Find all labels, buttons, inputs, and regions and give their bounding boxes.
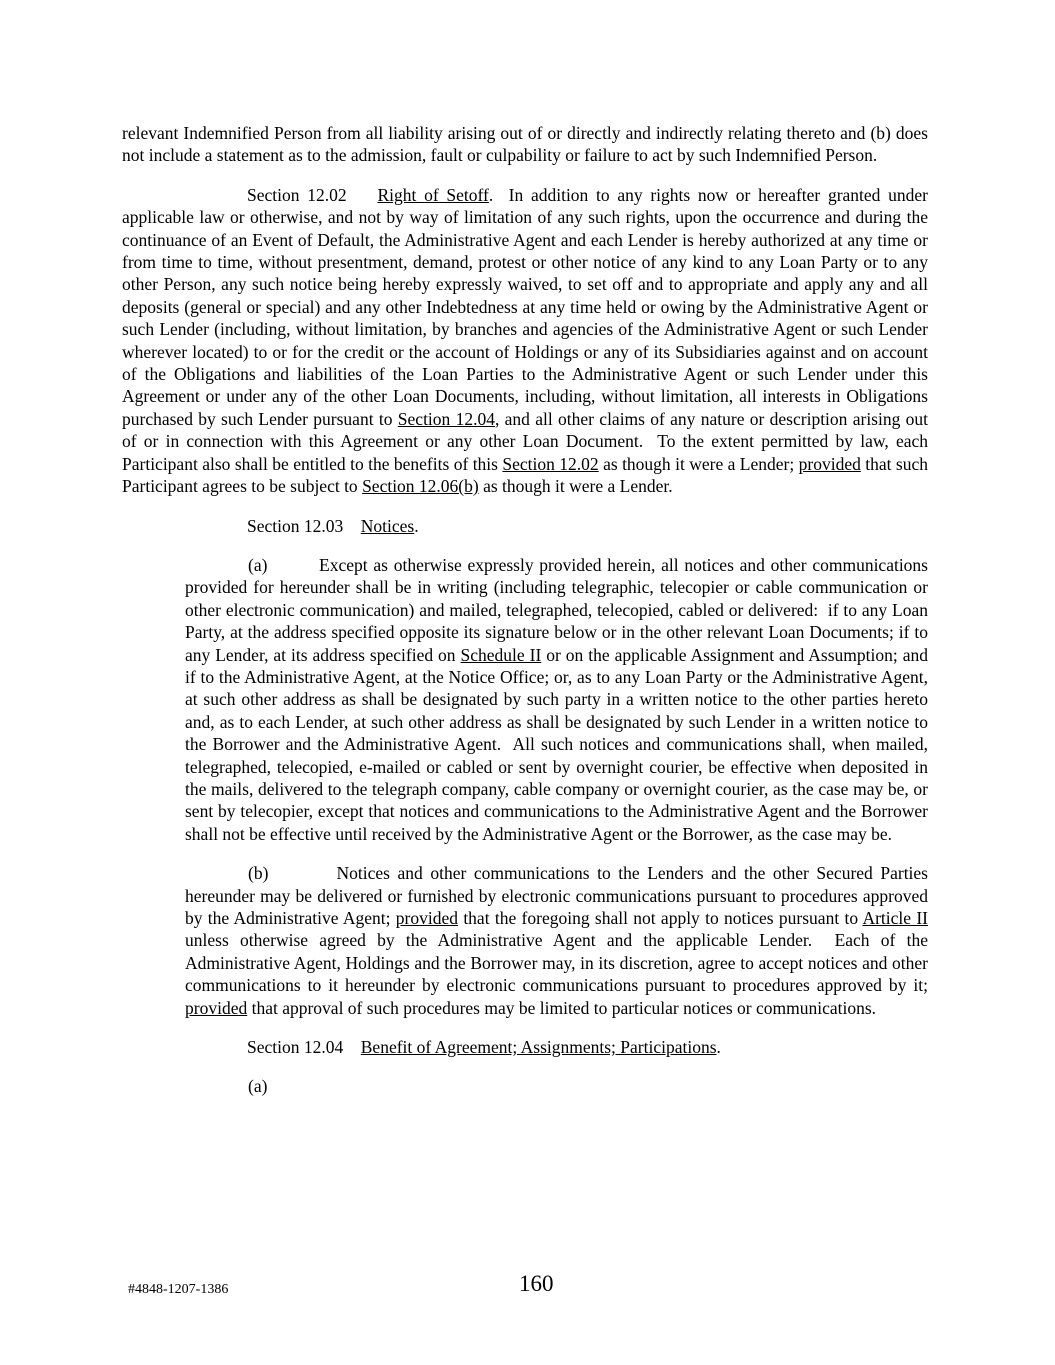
section-12-02-paragraph [122, 184, 928, 498]
underlined-text: Article II [862, 908, 929, 928]
text-run: . In addition to any rights now or hereafter granted under applicable law or otherwise, and not by way of limitation of any such rights, upon the occurrence and during the continuance of an Event of Default, the Administrative Agent and each Lender is hereby authorized at any time or from time to time, without presentment, demand, protest or other notice of any kind to any Loan Party or to any other Person, any such notice being hereby expressly waived, to set off and to appropriate and apply any and all deposits (general or special) and any other Indebtedness at any time held or owing by the Administrative Agent or such Lender (including, without limitation, by branches and agencies of the Administrative Agent or such Lender wherever located) to or for the credit or the account of Holdings or any of its Subsidiaries against and on account of the Obligations and liabilities of the Loan Parties to the Administrative Agent or such Lender under this Agreement or under any of the other Loan Documents, including, without limitation, all interests in Obligations purchased by such Lender pursuant to [122, 184, 928, 429]
page-number: 160 [519, 1271, 554, 1296]
page-content [122, 122, 928, 1098]
underlined-text: Notices [360, 515, 415, 536]
text-run: . [716, 1037, 721, 1058]
paragraph-12-04-a [185, 1075, 928, 1097]
text-run: that such Participant agrees to be subject to [122, 453, 928, 497]
underlined-text: Right of Setoff [377, 184, 489, 205]
section-12-04-heading [122, 1036, 928, 1058]
underlined-text: Schedule II [460, 644, 542, 665]
underlined-text: provided [395, 908, 459, 928]
text-run: as though it were a Lender; [598, 453, 799, 474]
text-run: unless otherwise agreed by the Administrative Agent and the applicable Lender. Each of the Administrative Agent, Holdings and the Borrower may, in its discretion, agree to accept notices and other communications to it hereunder by electronic communications pursuant to procedures approved by it; [185, 930, 928, 996]
text-run: (b) Notices and other communications to the Lenders and the other Secured Parties hereunder may be delivered or furnished by electronic communications pursuant to procedures approved by the Administrative Agent; [185, 863, 928, 928]
underlined-text: Section 12.06(b) [362, 476, 479, 497]
text-run: that approval of such procedures may be limited to particular notices or communications. [247, 997, 877, 1018]
underlined-text: provided [185, 997, 248, 1018]
paragraph-12-03-b [185, 862, 928, 1019]
underlined-text: Section 12.04 [397, 408, 495, 429]
text-run: or on the applicable Assignment and Assumption; and if to the Administrative Agent, at the Notice Office; or, as to any Loan Party or the Administrative Agent, at such other address as shall be designated by such party in a written notice to the other parties hereto and, as to each Lender, at such other address as shall be designated by such Lender in a written notice to the Borrower and the Administrative Agent. All such notices and communications shall, when mailed, telegraphed, telecopied, e-mailed or cabled or sent by overnight courier, be effective when deposited in the mails, delivered to the telegraph company, cable company or overnight courier, as the case may be, or sent by telecopier, except that notices and communications to the Administrative Agent and the Borrower shall not be effective until received by the Administrative Agent or the Borrower, as the case may be. [185, 644, 928, 844]
document-control-number: #4848-1207-1386 [128, 1282, 229, 1297]
underlined-text: Section 12.02 [502, 453, 599, 474]
text-run: Section 12.04 [247, 1037, 361, 1058]
underlined-text: Benefit of Agreement; Assignments; Participations [360, 1037, 717, 1058]
paragraph-continuation [122, 122, 928, 167]
section-12-03-heading [122, 515, 928, 537]
text-run: relevant Indemnified Person from all liability arising out of or directly and indirectly relating thereto and (b) does not include a statement as to the admission, fault or culpability or failure to act by such Indemnified Person. [122, 123, 928, 166]
text-run: (a) [248, 1076, 268, 1097]
text-run: Section 12.02 [247, 184, 378, 205]
underlined-text: provided [798, 453, 861, 474]
paragraph-12-03-a [185, 554, 928, 845]
text-run: Section 12.03 [247, 515, 361, 536]
text-run: , and all other claims of any nature or description arising out of or in connection with this Agreement or any other Loan Document. To the extent permitted by law, each Participant also shall be entitled to the benefits of this [122, 408, 929, 474]
text-run: as though it were a Lender. [478, 476, 673, 497]
text-run: . [414, 515, 419, 536]
text-run: (a) Except as otherwise expressly provided herein, all notices and other communications provided for hereunder shall be in writing (including telegraphic, telecopier or cable communication or other electronic communication) and mailed, telegraphed, telecopied, cabled or delivered: if to any Loan Party, at the address specified opposite its signature below or in the other relevant Loan Documents; if to any Lender, at its address specified on [185, 554, 928, 665]
text-run: that the foregoing shall not apply to notices pursuant to [458, 908, 863, 928]
